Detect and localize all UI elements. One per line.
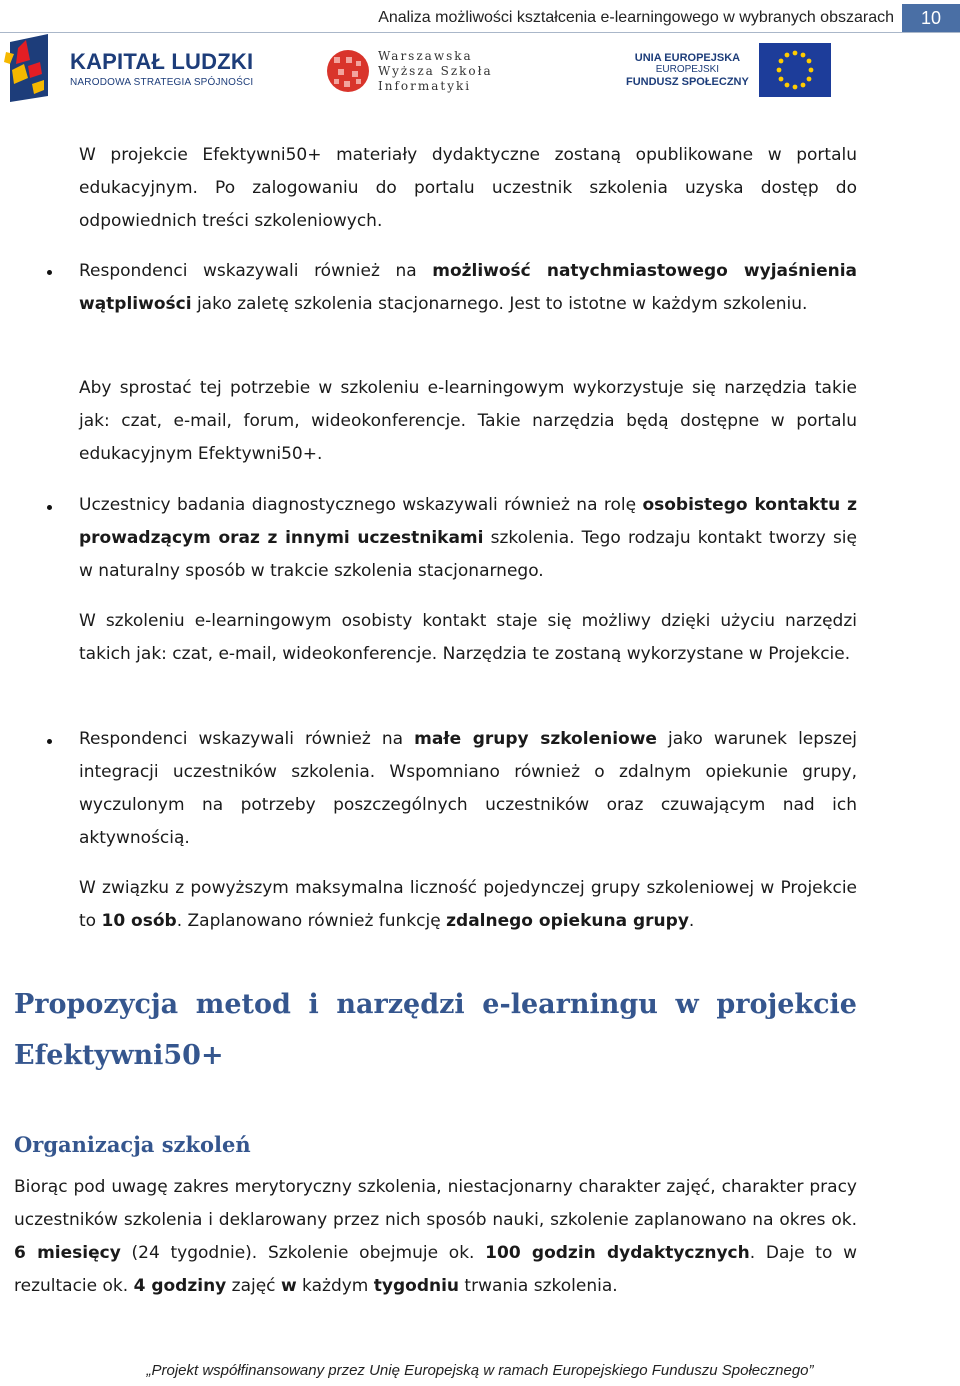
kapital-ludzki-subtitle: NARODOWA STRATEGIA SPÓJNOŚCI [70, 76, 254, 88]
ue-line-1: UNIA EUROPEJSKA [634, 52, 741, 64]
wwsi-line-1: Warszawska [378, 48, 473, 63]
ue-line-3: FUNDUSZ SPOŁECZNY [626, 76, 749, 88]
paragraph-personal-contact: W szkoleniu e-learningowym osobisty kontakt staje się możliwy dzięki użyciu narzędzi takich jak: czat, e-mail, wideokonferencje. Narzędzia te zostaną wykorzystane w Projekcie. [79, 611, 857, 664]
ue-logo [626, 42, 831, 98]
running-header [378, 4, 960, 32]
bullet-item-contact: Uczestnicy badania diagnostycznego wskazywali również na rolę osobistego kontaktu z prowadzącym oraz z innymi uczestnikami szkolenia. Tego rodzaju kontakt tworzy się w naturalny sposób w trakcie szkolenia stacjonarnego. [79, 495, 857, 581]
subsection-heading: Organizacja szkoleń [14, 1132, 251, 1157]
page-number: 10 [902, 4, 960, 32]
paragraph-group-size: W związku z powyższym maksymalna liczność pojedynczej grupy szkoleniowej w Projekcie to 10 osób. Zaplanowano również funkcję zdalnego opiekuna grupy. [79, 878, 857, 931]
kapital-ludzki-title: KAPITAŁ LUDZKI [70, 48, 254, 74]
header-rule [0, 32, 960, 33]
paragraph-portal: W projekcie Efektywni50+ materiały dydaktyczne zostaną opublikowane w portalu edukacyjnym. Po zalogowaniu do portalu uczestnik szkolenia uzyska dostęp do odpowiednich treści szkoleniowych. [79, 145, 857, 231]
bullet-item-clarification: Respondenci wskazywali również na możliwość natychmiastowego wyjaśnienia wątpliwości jako zaletę szkolenia stacjonarnego. Jest to istotne w każdym szkoleniu. [79, 261, 857, 314]
wwsi-line-2: Wyższa Szkoła [378, 63, 493, 78]
ue-line-2: EUROPEJSKI [655, 64, 720, 75]
bullet-1 [47, 270, 52, 275]
kapital-ludzki-emblem-icon [4, 34, 64, 102]
wwsi-line-3: Informatyki [378, 78, 472, 93]
paragraph-tools: Aby sprostać tej potrzebie w szkoleniu e-learningowym wykorzystuje się narzędzia takie jak: czat, e-mail, forum, wideokonferencje. Takie narzędzia będą dostępne w portalu edukacyjnym Efektywni50+. [79, 378, 857, 464]
bullet-3 [47, 739, 52, 744]
wwsi-emblem-icon [326, 49, 370, 93]
eu-flag-icon [759, 43, 831, 97]
footer-note: „Projekt współfinansowany przez Unię Europejską w ramach Europejskiego Funduszu Społecznego” [146, 1362, 814, 1379]
wwsi-logo [326, 42, 493, 100]
kapital-ludzki-logo [4, 34, 253, 102]
header-title: Analiza możliwości kształcenia e-learningowego w wybranych obszarach [378, 9, 894, 26]
section-heading: Propozycja metod i narzędzi e-learningu w projekcie Efektywni50+ [14, 989, 857, 1071]
paragraph-organization: Biorąc pod uwagę zakres merytoryczny szkolenia, niestacjonarny charakter zajęć, charakter pracy uczestników szkolenia i deklarowany przez nich sposób nauki, szkolenie zaplanowano na okres ok. 6 miesięcy (24 tygodnie). Szkolenie obejmuje ok. 100 godzin dydaktycznych. Daje to w rezultacie ok. 4 godziny zajęć w każdym tygodniu trwania szkolenia. [14, 1177, 857, 1296]
bullet-2 [47, 505, 52, 510]
bullet-item-small-groups: Respondenci wskazywali również na małe grupy szkoleniowe jako warunek lepszej integracji uczestników szkolenia. Wspomniano również o zdalnym opiekunie grupy, wyczulonym na potrzeby poszczególnych uczestników oraz czuwającym nad ich aktywnością. [79, 729, 858, 848]
